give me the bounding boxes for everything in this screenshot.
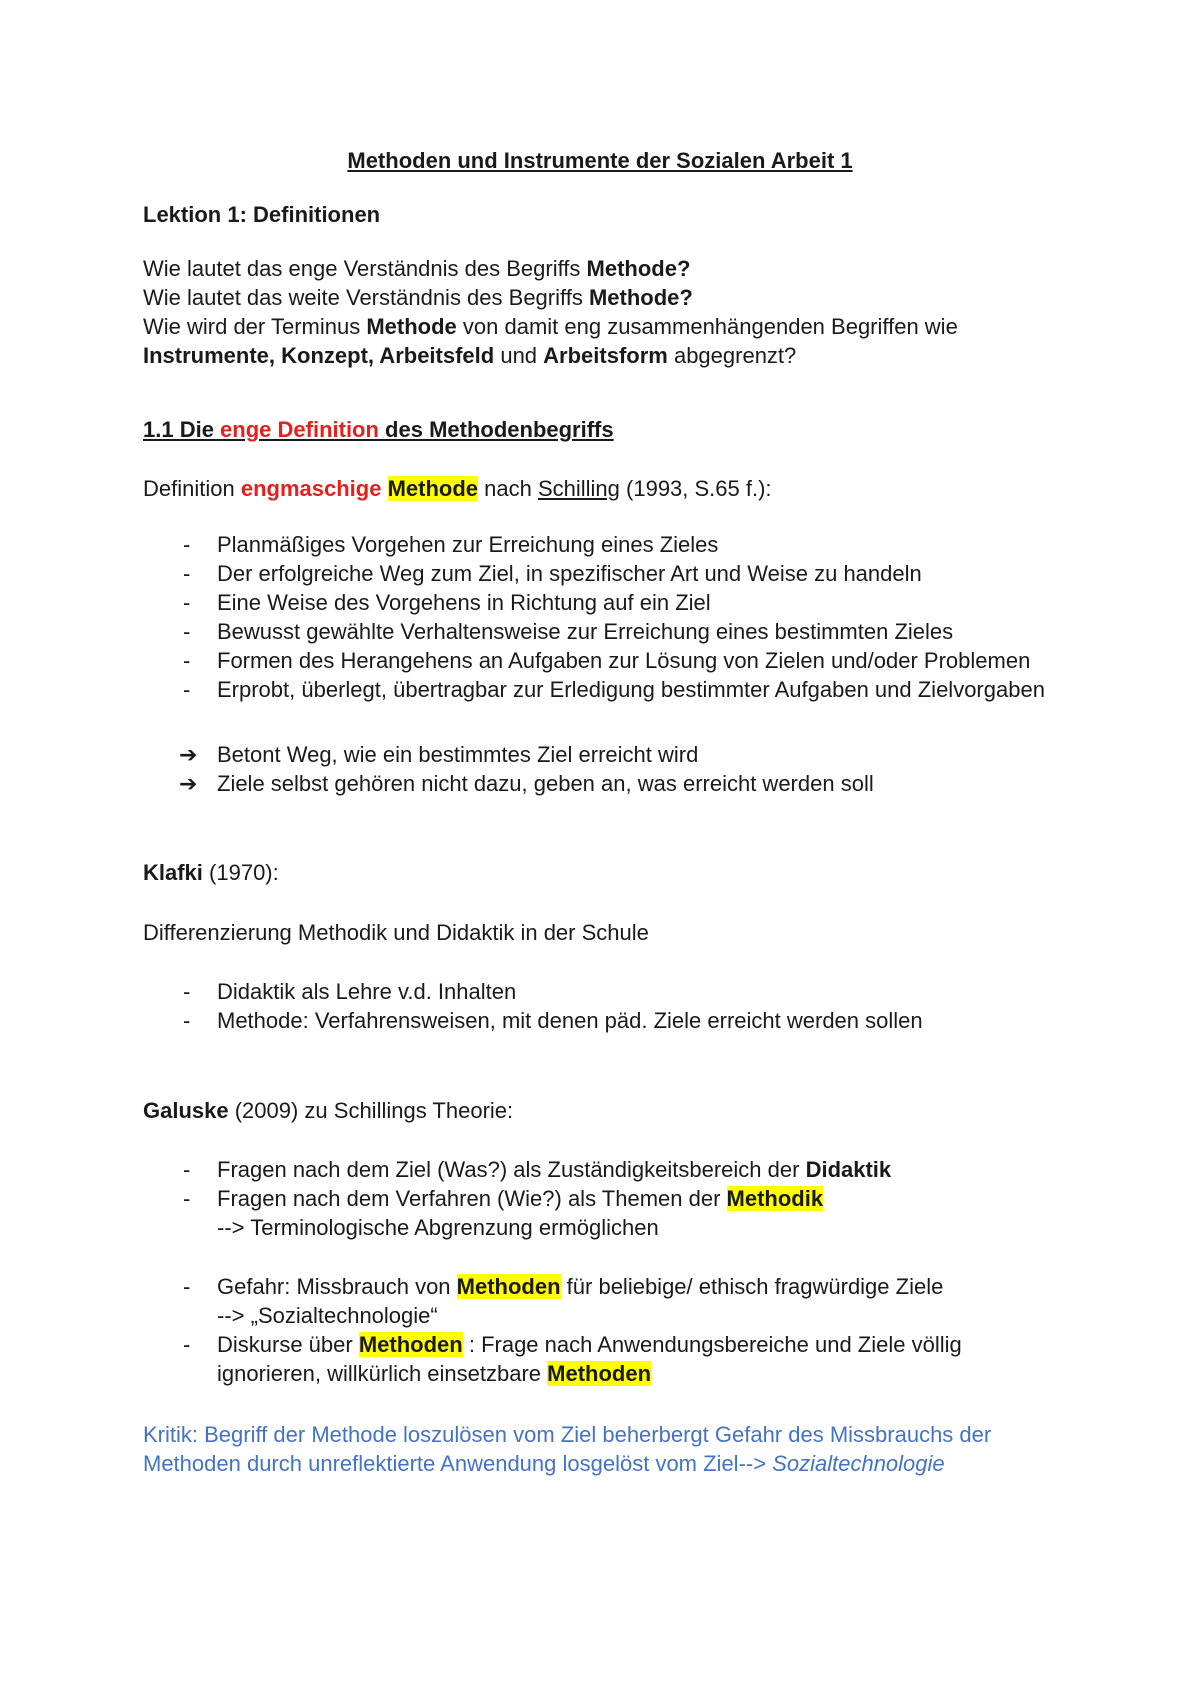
lesson-heading: Lektion 1: Definitionen bbox=[143, 202, 381, 227]
list-item: - Methode: Verfahrensweisen, mit denen päd. Ziele erreicht werden sollen bbox=[143, 1006, 1103, 1035]
section-heading: 1.1 Die enge Definition des Methodenbegriffs bbox=[143, 417, 614, 442]
list-item: - Bewusst gewählte Verhaltensweise zur Erreichung eines bestimmten Zieles bbox=[143, 617, 1103, 646]
galuske-heading: Galuske (2009) zu Schillings Theorie: bbox=[143, 1098, 514, 1123]
list-item: - Der erfolgreiche Weg zum Ziel, in spezifischer Art und Weise zu handeln bbox=[143, 559, 1103, 588]
definition-line: Definition engmaschige Methode nach Schilling (1993, S.65 f.): bbox=[143, 476, 772, 501]
list-item: - Eine Weise des Vorgehens in Richtung auf ein Ziel bbox=[143, 588, 1103, 617]
list-item: - Fragen nach dem Verfahren (Wie?) als Themen der Methodik --> Terminologische Abgrenzung ermöglichen bbox=[143, 1184, 1103, 1242]
question-1: Wie lautet das enge Verständnis des Begriffs Methode? bbox=[143, 256, 691, 281]
schilling-list bbox=[143, 530, 1103, 704]
list-item: - Fragen nach dem Ziel (Was?) als Zuständigkeitsbereich der Didaktik bbox=[143, 1155, 1103, 1184]
list-item: - Didaktik als Lehre v.d. Inhalten bbox=[143, 977, 1103, 1006]
highlighted-term: Methodik bbox=[726, 1186, 824, 1211]
arrow-list bbox=[143, 740, 1103, 798]
arrow-icon: ➔ bbox=[179, 771, 198, 796]
list-item: - Formen des Herangehens an Aufgaben zur Lösung von Zielen und/oder Problemen bbox=[143, 646, 1103, 675]
question-3-continued: Instrumente, Konzept, Arbeitsfeld und Arbeitsform abgegrenzt? bbox=[143, 343, 797, 368]
critique-note: Kritik: Begriff der Methode loszulösen vom Ziel beherbergt Gefahr des Missbrauchs der Methoden durch unreflektierte Anwendung losgelöst vom Ziel--> Sozialtechnologie bbox=[143, 1422, 992, 1476]
galuske-list-2 bbox=[143, 1272, 1103, 1388]
highlighted-term: Methoden bbox=[547, 1361, 652, 1386]
list-item: - Erprobt, überlegt, übertragbar zur Erledigung bestimmter Aufgaben und Zielvorgaben bbox=[143, 675, 1103, 704]
highlighted-term: Methoden bbox=[358, 1332, 463, 1357]
klafki-list bbox=[143, 977, 1103, 1035]
klafki-heading: Klafki (1970): bbox=[143, 860, 279, 885]
arrow-item: ➔ Ziele selbst gehören nicht dazu, geben an, was erreicht werden soll bbox=[179, 771, 874, 796]
question-2: Wie lautet das weite Verständnis des Begriffs Methode? bbox=[143, 285, 693, 310]
list-item: - Gefahr: Missbrauch von Methoden für beliebige/ ethisch fragwürdige Ziele --> „Sozialtechnologie“ bbox=[143, 1272, 1103, 1330]
arrow-item: ➔ Betont Weg, wie ein bestimmtes Ziel erreicht wird bbox=[179, 742, 699, 767]
klafki-differentiation: Differenzierung Methodik und Didaktik in der Schule bbox=[143, 920, 649, 945]
arrow-icon: ➔ bbox=[179, 742, 198, 767]
highlighted-term: Methode bbox=[387, 476, 479, 501]
author-schilling: Schilling bbox=[537, 476, 620, 501]
question-3: Wie wird der Terminus Methode von damit eng zusammenhängenden Begriffen wie bbox=[143, 314, 958, 339]
list-item: - Planmäßiges Vorgehen zur Erreichung eines Zieles bbox=[143, 530, 1103, 559]
list-item: - Diskurse über Methoden : Frage nach Anwendungsbereiche und Ziele völlig ignorieren, willkürlich einsetzbare Methoden bbox=[143, 1330, 1103, 1388]
highlighted-term: Methoden bbox=[456, 1274, 561, 1299]
galuske-list-1 bbox=[143, 1155, 1103, 1242]
document-title: Methoden und Instrumente der Sozialen Arbeit 1 bbox=[347, 148, 853, 173]
intro-questions bbox=[143, 254, 1103, 370]
